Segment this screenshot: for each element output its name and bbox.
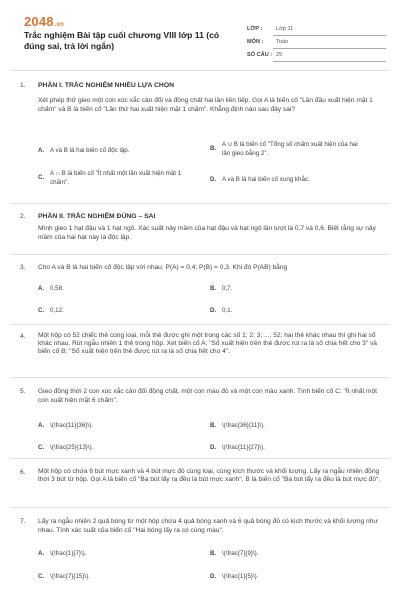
meta-info [245,24,386,63]
question-3 [20,263,388,323]
meta-value: Lớp 11 [276,26,294,32]
logo-text: 2048 [24,14,54,29]
meta-underline [273,61,386,62]
option-label: B. [210,422,217,429]
option-label: A. [38,285,45,292]
divider [10,507,390,508]
option-text: \(\frac{1}{7}\). [50,550,87,557]
option-label: C. [38,174,45,181]
option-text: \(\frac{1}{5}\). [222,573,259,580]
question-7 [20,517,388,585]
question-number: 5. [20,388,26,395]
site-logo[interactable] [24,14,64,29]
divider [10,458,390,459]
meta-key: LỚP : [247,26,263,32]
meta-underline [273,35,386,36]
question-number: 3. [20,264,26,271]
option-text: A ∩ B là biến cố "Ít nhất một lần xuất hiện mặt 1 chấm". [50,170,182,186]
option-text: A và B là hai biến cố xung khắc. [222,176,310,183]
question-number: 2. [20,213,26,220]
section-title: PHẦN II. TRẮC NGHIỆM ĐÚNG – SAI [38,213,156,220]
option-text: \(\frac{7}{15}\). [50,573,90,580]
option-label: D. [210,176,217,183]
option-text: A ∪ B là biến cố "Tổng số chấm xuất hiện của hai lần gieo bằng 2". [222,141,358,157]
option-text: 0,7. [222,285,233,292]
meta-row-subject [245,37,386,50]
question-text: Mình gieo 1 hạt đậu và 1 hạt ngô. Xác suất nảy mầm của hạt đậu và hạt ngô lần lượt là 0,7 và 0,6. Biết rằng sự nảy mầm của hai hạt này là độc lập. [38,225,376,241]
option-text: A và B là hai biến cố độc lập. [50,147,130,154]
option-label: D. [210,573,217,580]
option-text: \(\frac{11}{27}\). [222,444,265,451]
question-1 [20,81,388,189]
option-text: 0,12. [50,307,64,314]
option-label: D. [210,307,217,314]
option-label: D. [210,444,217,451]
question-6 [20,468,388,502]
section-title: PHẦN I. TRẮC NGHIỆM NHIỀU LỰA CHỌN [38,82,175,89]
option-label: A. [38,550,45,557]
question-text: Lấy ra ngẫu nhiên 2 quả bóng từ một hộp chứa 4 quả bóng xanh và 6 quả bóng đỏ có kích thước và khối lượng như nhau. Tính xác suất của biến cố "Hai bóng lấy ra có cùng màu". [38,518,378,534]
option-text: 0,58. [50,285,64,292]
question-number: 7. [20,518,26,525]
option-text: \(\frac{25}{13}\). [50,444,94,451]
logo-suffix: .vn [54,22,65,28]
question-text: Một hộp có 52 chiếc thẻ cùng loại, mỗi thẻ được ghi một trong các số 1; 2; 3; ...; 52; hai thẻ khác nhau thì ghi hai số khác nhau. Rút ngẫu nhiên 1 thẻ trong hộp. Xét biến cố A: "Số xuất hiện trên thẻ được rút ra là số chia hết cho 3" và biến cố B: "Số xuất hiện trên thẻ được rút ra là số chia hết cho 4". [38,332,377,355]
divider [10,377,390,378]
question-text: Gieo đồng thời 2 con xúc xắc cân đối đồng chất, một con màu đỏ và một con màu xanh. Tính biến cố C: "Ít nhất một con xuất hiện mặt 6 chấm". [38,388,377,404]
option-label: A. [38,422,45,429]
meta-row-count [245,50,386,63]
option-label: C. [38,573,45,580]
option-text: 0,1. [222,307,233,314]
option-text: \(\frac{36}{11}\). [222,422,265,429]
option-label: B. [210,285,217,292]
meta-key: SỐ CÂU : [247,52,273,58]
option-label: C. [38,444,45,451]
document-header [24,14,386,62]
question-text: Xét phép thử gieo một con xúc xắc cân đối và đồng chất hai lần liên tiếp. Gọi A là biến cố "Lần đầu xuất hiện mặt 1 chấm" và B là biến cố "Lần thứ hai xuất hiện mặt 1 chấm". Khẳng định nào sau đây sai? [38,97,373,113]
option-label: C. [38,307,45,314]
option-label: A. [38,147,45,154]
option-label: B. [210,145,217,152]
document-title: Trắc nghiệm Bài tập cuối chương VIII lớp 11 (có đúng sai, trả lời ngắn) [24,30,220,51]
option-text: \(\frac{7}{9}\). [222,550,259,557]
meta-value: Toán [276,39,289,45]
question-text: Cho A và B là hai biến cố độc lập với nhau: P(A) = 0,4; P(B) = 0,3. Khi đó P(AB) bằng [38,264,288,271]
divider [10,203,390,204]
option-label: B. [210,550,217,557]
divider [10,254,390,255]
question-number: 4. [20,333,26,340]
divider [10,324,390,325]
question-text: Một hộp có chứa 6 bút mực xanh và 4 bút mực đỏ cùng loại, cùng kích thước và khối lượng. Lấy ra ngẫu nhiên đồng thời 3 bút từ hộp. Gọi A là biến cố "Ba bút lấy ra đều là bút mực xanh", B là biến cố "Ba bút lấy ra đều là bút mực đỏ". [38,468,381,484]
question-4 [20,332,388,372]
question-2 [20,212,388,244]
question-5 [20,387,388,453]
meta-row-class [245,24,386,37]
question-number: 6. [20,469,26,476]
question-number: 1. [20,82,26,89]
meta-key: MÔN : [247,39,264,45]
meta-underline [273,48,386,49]
divider [10,70,390,71]
meta-value: 25 [276,52,283,58]
option-text: \(\frac{11}{36}\). [50,422,93,429]
